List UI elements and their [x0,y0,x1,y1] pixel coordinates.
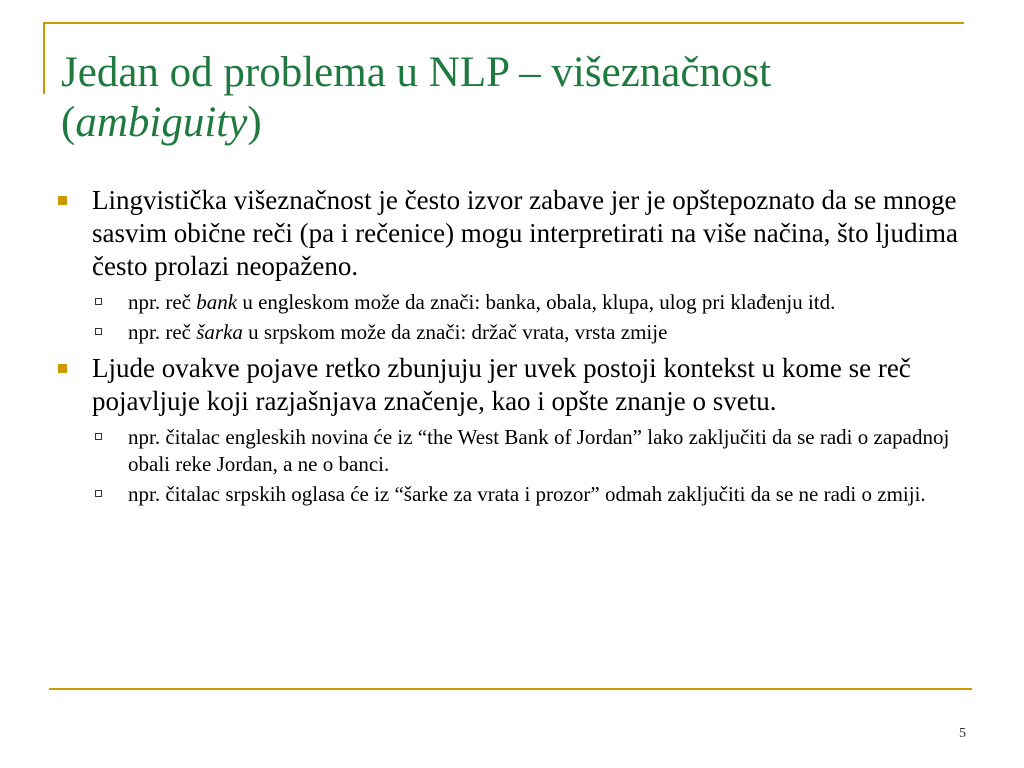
sub-bullet-1-1-post: u engleskom može da znači: banka, obala, klupa, ulog pri klađenju itd. [237,290,836,314]
square-bullet-icon [58,196,67,205]
title-term: ambiguity [75,99,248,146]
bullet-2-text: Ljude ovakve pojave retko zbunjuju jer uvek postoji kontekst u kome se reč pojavljuje koji razjašnjava značenje, kao i opšte znanje o svetu. [92,353,911,416]
slide-title [61,48,961,148]
title-paren-line [61,98,961,148]
sub-bullet-2-2 [58,481,973,508]
square-bullet-icon [58,364,67,373]
sub-bullet-1-1 [58,289,973,316]
hollow-square-bullet-icon [95,328,102,335]
sub-bullet-2-1-text: npr. čitalac engleskih novina će iz “the West Bank of Jordan” lako zaključiti da se radi o zapadnoj obali reke Jordan, a ne o banci. [128,425,950,476]
slide-content [58,184,973,511]
sub-bullet-1-2-post: u srpskom može da znači: držač vrata, vrsta zmije [242,320,668,344]
bullet-1 [58,184,973,283]
sub-bullet-1-2-pre: npr. reč [128,320,197,344]
frame-bottom-rule [49,688,972,690]
bullet-1-text: Lingvistička višeznačnost je često izvor zabave jer je opštepoznato da se mnoge sasvim obične reči (pa i rečenice) mogu interpretirati na više načina, što ljudima često prolazi neopaženo. [92,185,958,281]
sub-bullet-1-2 [58,319,973,346]
page-number: 5 [959,726,966,741]
sub-bullet-2-2-text: npr. čitalac srpskih oglasa će iz “šarke za vrata i prozor” odmah zaključiti da se ne radi o zmiji. [128,482,926,506]
sub-bullet-1-1-term: bank [196,290,238,314]
bullet-2 [58,352,973,418]
sub-bullet-2-1 [58,424,973,478]
frame-top-rule [43,22,964,24]
hollow-square-bullet-icon [95,433,102,440]
title-paren-open: ( [61,99,76,146]
hollow-square-bullet-icon [95,490,102,497]
hollow-square-bullet-icon [95,298,102,305]
title-main: Jedan od problema u NLP – višeznačnost [61,49,772,96]
frame-left-rule [43,22,45,94]
sub-bullet-1-1-pre: npr. reč [128,290,197,314]
sub-bullet-1-2-term: šarka [196,320,243,344]
title-paren-close: ) [247,99,262,146]
